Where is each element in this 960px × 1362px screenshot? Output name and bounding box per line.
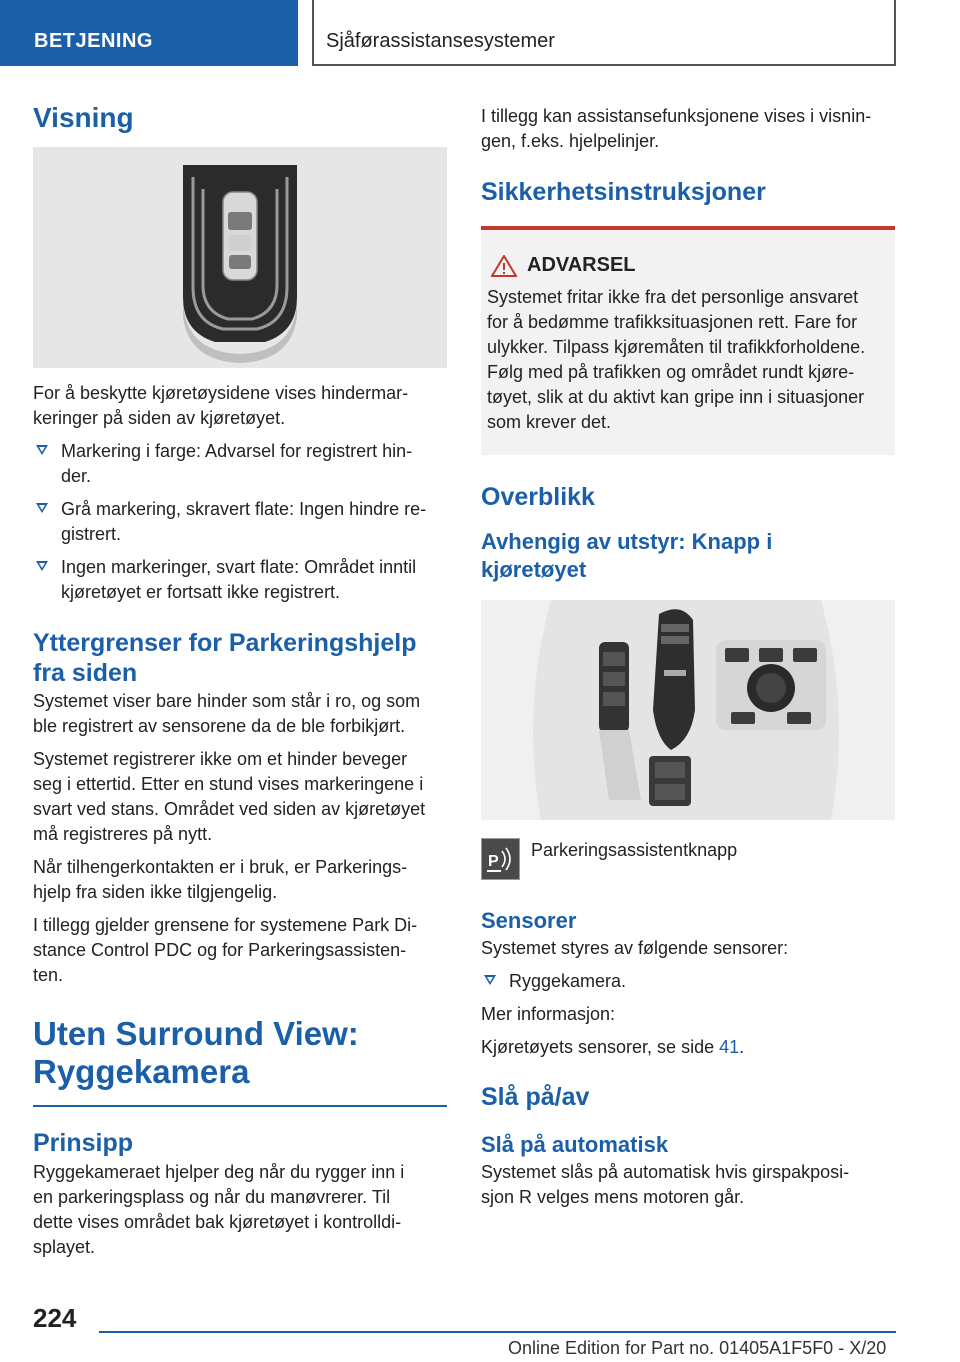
bullet-list-visning [33, 439, 447, 605]
page-reference-link[interactable]: 41 [719, 1037, 740, 1057]
list-item [33, 555, 447, 605]
paragraph-intro: I tillegg kan assistansefunksjonene vises i visnin- gen, f.eks. hjelpelinjer. [481, 106, 872, 151]
list-item-text: Markering i farge: Advarsel for registrert hin- der. [61, 441, 413, 486]
header-section-tab [0, 0, 298, 66]
right-column [481, 96, 895, 1210]
list-item-text: Grå markering, skravert flate: Ingen hindre re- gistrert. [61, 499, 427, 544]
heading-sensorer: Sensorer [481, 908, 577, 933]
parking-assistant-button-icon [481, 838, 520, 880]
center-console-photo [481, 600, 895, 820]
button-caption: Parkeringsassistentknapp [531, 840, 738, 860]
heading-visning: Visning [33, 102, 134, 133]
heading-prinsipp: Prinsipp [33, 1129, 134, 1157]
bullet-triangle-icon [484, 975, 496, 985]
left-column [33, 96, 447, 1260]
header-chapter-box [312, 0, 896, 66]
gear-selector-console-icon [481, 600, 895, 820]
heading-sla-pa-automatisk: Slå på automatisk [481, 1132, 669, 1157]
paragraph-sensor-reference [481, 1035, 895, 1060]
list-item [481, 969, 895, 994]
bullet-triangle-icon [36, 503, 48, 513]
bullet-triangle-icon [36, 445, 48, 455]
warning-text: Systemet fritar ikke fra det personlige ansvaret for å bedømme trafikksituasjonen rett. Fare for ulykker. Tilpass kjøremåten til trafikkforholdene. Følg med på trafikken og området rundt kjøre- tøyet, slik at du aktivt kan gripe inn i situasjoner som krever det. [487, 287, 866, 432]
section-divider [33, 1105, 447, 1107]
heading-avhengig: Avhengig av utstyr: Knapp i kjøretøyet [481, 529, 773, 582]
surround-view-illustration [33, 147, 447, 368]
header-chapter-label: Sjåførassistansesystemer [326, 30, 555, 52]
heading-uten-surround-view: Uten Surround View: Ryggekamera [33, 1015, 359, 1090]
car-top-view-icon [33, 147, 447, 368]
heading-sla-pa-av: Slå på/av [481, 1083, 590, 1111]
paragraph-yttergrenser-4: I tillegg gjelder grensene for systemene Park Di- stance Control PDC og for Parkeringsassisten- ten. [33, 915, 418, 985]
heading-overblikk: Overblikk [481, 483, 595, 511]
paragraph-yttergrenser-3: Når tilhengerkontakten er i bruk, er Parkerings- hjelp fra siden ikke tilgjengelig. [33, 857, 408, 902]
reference-text: Kjøretøyets sensorer, se side [481, 1037, 720, 1057]
paragraph-prinsipp: Ryggekameraet hjelper deg når du rygger inn i en parkeringsplass og når du manøvrerer. Til dette vises området bak kjøretøyet i kontrolldi- splayet. [33, 1162, 405, 1257]
header-section-label: BETJENING [34, 30, 153, 52]
paragraph-yttergrenser-2: Systemet registrerer ikke om et hinder beveger seg i ettertid. Etter en stund vises markeringene i svart ved stans. Området ved siden av kjøretøyet må registreres på nytt. [33, 749, 426, 844]
warning-title: ADVARSEL [527, 254, 636, 276]
page-number: 224 [33, 1303, 77, 1333]
footer-edition: Online Edition for Part no. 01405A1F5F0 - X/20 [508, 1338, 887, 1358]
heading-sikkerhet: Sikkerhetsinstruksjoner [481, 178, 766, 206]
list-item-text: Ryggekamera. [509, 971, 627, 991]
footer-rule [99, 1331, 896, 1333]
bullet-triangle-icon [36, 561, 48, 571]
warning-triangle-icon [491, 255, 517, 277]
paragraph-mer-informasjon: Mer informasjon: [481, 1004, 616, 1024]
caption-row [481, 838, 895, 880]
paragraph-yttergrenser-1: Systemet viser bare hinder som står i ro, og som ble registrert av sensorene da de ble forbikjørt. [33, 691, 421, 736]
reference-suffix: . [739, 1037, 745, 1057]
warning-box [481, 230, 895, 455]
svg-text:P: P [488, 853, 499, 870]
paragraph-visning: For å beskytte kjøretøysidene vises hindermar- keringer på siden av kjøretøyet. [33, 383, 409, 428]
list-item [33, 497, 447, 547]
paragraph-automatisk: Systemet slås på automatisk hvis girspakposi- sjon R velges mens motoren går. [481, 1162, 850, 1207]
warning-title-row [487, 254, 889, 277]
list-item-text: Ingen markeringer, svart flate: Området inntil kjøretøyet er fortsatt ikke registrert. [61, 557, 417, 602]
heading-yttergrenser: Yttergrenser for Parkeringshjelp fra siden [33, 629, 417, 687]
list-item [33, 439, 447, 489]
paragraph-sensorer: Systemet styres av følgende sensorer: [481, 938, 789, 958]
